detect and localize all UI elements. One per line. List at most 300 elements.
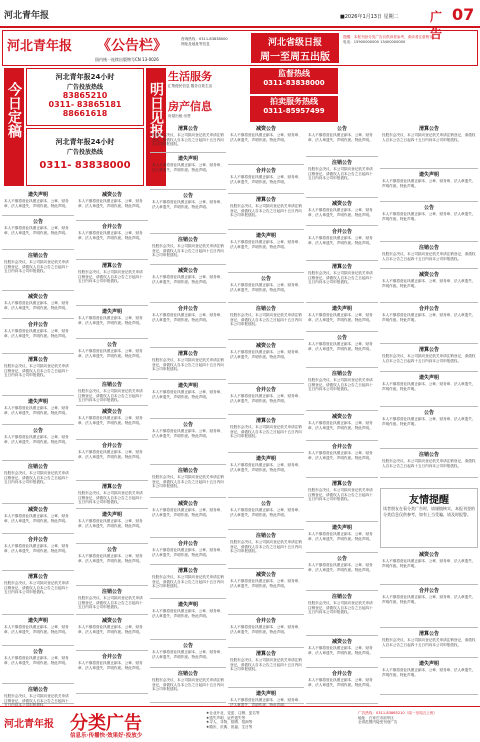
notice-block — [76, 307, 148, 339]
notice-text: 本人不慎将营业执照正副本、公章、财务章、法人章遗失，声明作废。特此声明。 — [152, 390, 224, 399]
notice-title: 合并公告 — [255, 387, 276, 393]
notice-text: 经股东会决议，本公司拟向登记机关申请注销登记，请债权人自本公告之日起四十五日内向本公司申报债权。 — [4, 364, 69, 378]
brand-title: 河北青年报 — [7, 39, 73, 54]
notice-title: 公告 — [32, 428, 43, 434]
ad-box-1 — [26, 68, 144, 126]
notice-title: 遗失声明 — [418, 661, 439, 667]
notice-text: 本人不慎将营业执照正副本、公章、财务章、法人章遗失，声明作废。特此声明。 — [382, 559, 476, 568]
notice-block — [150, 304, 226, 348]
notice-title: 减资公告 — [101, 192, 122, 198]
notice-text: 本人不慎将营业执照正副本、公章、财务章、法人章遗失，声明作废。特此声明。 — [230, 463, 302, 472]
notice-title: 遗失声明 — [177, 156, 198, 162]
notice-block — [76, 261, 148, 306]
bottom-item: ★寻人、寻物、招聘、招商等 — [206, 720, 253, 725]
notice-block — [150, 420, 226, 465]
notice-text: 本人不慎将营业执照正副本、公章、财务章、法人章遗失，声明作废。特此声明。 — [4, 301, 69, 310]
friendly-reminder-title: 友情提醒 — [409, 495, 449, 506]
notice-title: 遗失声明 — [101, 512, 122, 518]
notice-title: 减资公告 — [177, 501, 198, 507]
notice-title: 清算公告 — [418, 631, 439, 637]
notice-title: 减资公告 — [101, 409, 122, 415]
notice-title: 遗失声明 — [177, 383, 198, 389]
notice-text: 本人不慎将营业执照正副本、公章、财务章、法人章遗失，声明作废。特此声明。 — [230, 625, 302, 634]
notice-text: 本人不慎将营业执照正副本、公章、财务章、法人章遗失，声明作废。特此声明。 — [382, 382, 476, 391]
notice-text: 经股东会决议，本公司拟向登记机关申请注销登记，请债权人自本公告之日起四十五日内向本公司申报债权。 — [78, 596, 143, 610]
friendly-reminder — [380, 488, 478, 548]
notice-text: 本人不慎将营业执照正副本、公章、财务章、法人章遗失，声明作废。特此声明。 — [152, 548, 224, 557]
notice-block — [76, 222, 148, 260]
notice-text: 经股东会决议，本公司拟向登记机关申请注销登记，请债权人自本公告之日起四十五日内向本公司申报债权。 — [382, 354, 476, 363]
notice-text: 本人不慎将营业执照正副本、公章、财务章、法人章遗失，声明作废。特此声明。 — [382, 668, 476, 677]
notice-title: 公告 — [32, 649, 43, 655]
notice-text: 本人不慎将营业执照正副本、公章、财务章、法人章遗失，声明作废。特此声明。 — [152, 313, 224, 322]
notice-text: 经股东会决议，本公司拟向登记机关申请注销登记，请债权人自本公告之日起四十五日内向本公司申报债权。 — [152, 133, 224, 147]
notice-title: 遗失声明 — [255, 691, 276, 697]
notice-title: 遗失声明 — [418, 172, 439, 178]
notice-text: 本人不慎将营业执照正副本、公章、财务章、法人章遗失，声明作废。特此声明。 — [78, 231, 143, 240]
notice-block — [150, 191, 226, 234]
notice-block — [380, 373, 478, 407]
notice-text: 本人不慎将营业执照正副本、公章、财务章、法人章遗失，声明作废。特此声明。 — [78, 625, 143, 634]
auction-phone: 0311-85957499 — [263, 107, 325, 115]
notice-text: 本人不慎将营业执照正副本、公章、财务章、法人章遗失，声明作废。特此声明。 — [78, 661, 143, 670]
life-services-label: 生活服务 — [168, 70, 212, 83]
notice-text: 本人不慎将营业执照正副本、公章、财务章、法人章遗失，声明作废。特此声明。 — [230, 394, 302, 403]
notice-title: 公告 — [260, 276, 271, 282]
notice-block — [2, 190, 74, 216]
notice-title: 合并公告 — [331, 671, 352, 677]
notice-block — [2, 535, 74, 571]
notice-text: 本人不慎将营业执照正副本、公章、财务章、法人章遗失，声明作废。特此声明。 — [78, 199, 143, 208]
bottom-items — [206, 711, 356, 741]
notice-text: 本人不慎将营业执照正副本、公章、财务章、法人章遗失，声明作废。特此声明。 — [308, 532, 373, 541]
notice-title: 注销公告 — [331, 594, 352, 600]
notice-text: 本人不慎将营业执照正副本、公章、财务章、法人章遗失，声明作废。特此声明。 — [230, 240, 302, 249]
notice-title: 合并公告 — [27, 322, 48, 328]
notice-block — [380, 659, 478, 695]
notice-text: 本人不慎将营业执照正副本、公章、财务章、法人章遗失，声明作废。特此声明。 — [4, 329, 69, 338]
notice-title: 注销公告 — [255, 306, 276, 312]
notice-title: 注销公告 — [418, 452, 439, 458]
vertical-left-text: 今日定稿 — [6, 82, 22, 138]
notice-title: 合并公告 — [101, 443, 122, 449]
notice-text: 经股东会决议，本公司拟向登记机关申请注销登记，请债权人自本公告之日起四十五日内向本公司申报债权。 — [78, 270, 143, 284]
notice-text: 经股东会决议，本公司拟向登记机关申请注销登记，请债权人自本公告之日起四十五日内向本公司申报债权。 — [4, 471, 69, 485]
notice-text: 经股东会决议，本公司拟向登记机关申请注销登记，请债权人自本公告之日起四十五日内向本公司申报债权。 — [78, 491, 143, 505]
ad-box-1-sub: 广告投放热线 — [66, 84, 103, 91]
notice-title: 遗失声明 — [255, 456, 276, 462]
notice-block — [76, 510, 148, 544]
notice-block — [380, 345, 478, 372]
notice-block — [150, 266, 226, 303]
notice-block — [306, 199, 378, 226]
notice-title: 注销公告 — [177, 237, 198, 243]
notice-block — [380, 124, 478, 169]
notice-block — [380, 270, 478, 303]
notice-text: 本人不慎将营业执照正副本、公章、财务章、法人章遗失，声明作废。特此声明。 — [230, 283, 302, 292]
notice-text: 本人不慎将营业执照正副本、公章、财务章、法人章遗失，声明作废。特此声明。 — [78, 349, 143, 358]
notice-block — [306, 262, 378, 303]
notice-title: 遗失声明 — [27, 618, 48, 624]
info-line-1: 咨询热线：0311-83838000 — [181, 37, 228, 41]
notice-text: 本人不慎将营业执照正副本、公章、财务章、法人章遗失，声明作废。特此声明。 — [230, 508, 302, 517]
ad-box-1-phone-3: 88661618 — [62, 109, 108, 118]
notice-block — [228, 231, 304, 273]
notice-title: 注销公告 — [177, 468, 198, 474]
notice-text: 经股东会决议，本公司拟向登记机关申请注销登记，请债权人自本公告之日起四十五日内向本公司申报债权。 — [308, 601, 373, 615]
notice-title: 减资公告 — [418, 552, 439, 558]
notice-block — [228, 166, 304, 194]
notice-text: 经股东会决议，本公司拟向登记机关申请注销登记，请债权人自本公告之日起四十五日内向本公司申报债权。 — [152, 475, 224, 489]
notice-text: 本人不慎将营业执照正副本、公章、财务章、法人章遗失，声明作废。特此声明。 — [78, 519, 143, 528]
notice-text: 经股东会决议，本公司拟向登记机关申请注销登记，请债权人自本公告之日起四十五日内向本公司申报债权。 — [4, 694, 69, 708]
notice-block — [76, 616, 148, 651]
house-info — [168, 98, 248, 122]
notice-title: 清算公告 — [27, 574, 48, 580]
notice-block — [306, 369, 378, 411]
notice-text: 经股东会决议，本公司拟向登记机关申请注销登记，请债权人自本公告之日起四十五日内向本公司申报债权。 — [308, 488, 373, 502]
notice-title: 合并公告 — [177, 306, 198, 312]
notice-block — [150, 349, 226, 380]
notice-text: 本人不慎将营业执照正副本、公章、财务章、法人章遗失，声明作废。特此声明。 — [152, 429, 224, 438]
notice-block — [306, 304, 378, 332]
notice-block — [76, 407, 148, 440]
notice-text: 本人不慎将营业执照正副本、公章、财务章、法人章遗失，声明作废。特此声明。 — [152, 609, 224, 618]
notice-title: 清算公告 — [101, 484, 122, 490]
notice-text: 经股东会决议，本公司拟向登记机关申请注销登记，请债权人自本公告之日起四十五日内向本公司申报债权。 — [382, 252, 476, 261]
notice-block — [2, 320, 74, 354]
notice-title: 注销公告 — [255, 533, 276, 539]
top-notice-phones: 电话：15900000000 13400000000 — [343, 39, 406, 44]
bottom-item: ★婚庆、庆典、祝福、生日等 — [206, 724, 253, 729]
notice-title: 清算公告 — [418, 347, 439, 353]
notice-title: 公告 — [106, 547, 117, 553]
top-banner — [2, 30, 478, 66]
notice-title: 公告 — [106, 342, 117, 348]
notice-block — [150, 600, 226, 640]
hotline-box — [250, 68, 338, 94]
notice-text: 本人不慎将营业执照正副本、公章、财务章、法人章遗失，声明作废。特此声明。 — [308, 678, 373, 687]
ad-box-1-title: 河北青年报24小时 — [55, 73, 115, 81]
province-banner — [251, 33, 339, 63]
notice-title: 减资公告 — [255, 572, 276, 578]
notice-block — [228, 570, 304, 615]
sub-line: 国内统一连续出版物号CN 13-0026 — [95, 57, 159, 62]
notice-block — [228, 385, 304, 415]
notice-text: 经股东会决议，本公司拟向登记机关申请注销登记，请债权人自本公告之日起四十五日内向本公司申报债权。 — [152, 575, 224, 589]
banner-line-2: 周一至周五出版 — [260, 52, 330, 63]
notice-block — [150, 669, 226, 703]
top-notice — [343, 35, 475, 63]
notice-block — [228, 649, 304, 688]
notice-block — [150, 466, 226, 498]
notice-title: 清算公告 — [177, 126, 198, 132]
bottom-subtitle: 信息乐·传播快·效果好·投放少 — [70, 733, 143, 739]
info-line-2: 网址及地址等信息 — [181, 41, 210, 46]
notice-block — [76, 587, 148, 615]
notice-block — [380, 586, 478, 628]
notice-title: 注销公告 — [27, 464, 48, 470]
notice-text: 本人不慎将营业执照正副本、公章、财务章、法人章遗失，声明作废。特此声明。 — [382, 313, 476, 322]
notice-title: 遗失声明 — [331, 306, 352, 312]
notice-block — [306, 592, 378, 636]
notice-title: 公告 — [336, 126, 347, 132]
bottom-item: ★遗失声明、证件遗失等 — [206, 715, 246, 720]
notice-title: 清算公告 — [331, 481, 352, 487]
notice-text: 本人不慎将营业执照正副本、公章、财务章、法人章遗失，声明作废。特此声明。 — [78, 416, 143, 425]
notice-block — [306, 227, 378, 261]
bottom-hotline: 广告热线：0311-83865210（周一至周五上班） — [358, 711, 438, 715]
hotline-phone: 0311-83838000 — [263, 79, 325, 87]
notice-title: 减资公告 — [255, 126, 276, 132]
notice-block — [306, 124, 378, 157]
notice-title: 合并公告 — [101, 654, 122, 660]
notice-block — [2, 685, 74, 708]
notice-title: 合并公告 — [27, 537, 48, 543]
notice-title: 公告 — [336, 556, 347, 562]
masthead-date: ■2026年1月13日 星期二 — [340, 14, 399, 20]
notice-title: 合并公告 — [331, 444, 352, 450]
bottom-logo: 河北青年报 — [4, 719, 54, 730]
notice-title: 清算公告 — [101, 263, 122, 269]
notice-block — [2, 426, 74, 461]
notice-title: 减资公告 — [331, 201, 352, 207]
notice-text: 本人不慎将营业执照正副本、公章、财务章、法人章遗失，声明作废。特此声明。 — [230, 175, 302, 184]
notice-title: 遗失声明 — [27, 399, 48, 405]
notice-block — [306, 333, 378, 368]
notice-title: 遗失声明 — [331, 525, 352, 531]
notice-text: 经股东会决议，本公司拟向登记机关申请注销登记，请债权人自本公告之日起四十五日内向本公司申报债权。 — [152, 678, 224, 692]
notice-block — [150, 235, 226, 265]
notice-block — [2, 397, 74, 425]
notice-block — [76, 652, 148, 694]
life-services — [168, 68, 248, 98]
notice-block — [2, 616, 74, 646]
house-info-label: 房产信息 — [168, 100, 212, 113]
notice-title: 公告 — [32, 219, 43, 225]
notice-block — [2, 505, 74, 534]
notice-block — [380, 408, 478, 449]
notice-text: 本人不慎将营业执照正副本、公章、财务章、法人章遗失，声明作废。特此声明。 — [152, 163, 224, 172]
notice-block — [150, 154, 226, 190]
notice-title: 注销公告 — [331, 371, 352, 377]
notice-title: 清算公告 — [177, 351, 198, 357]
notice-title: 减资公告 — [101, 618, 122, 624]
top-notice-text: 提醒：本报刊登分类广告仅供读者参考，请读者注意核实。 — [343, 35, 437, 39]
notice-title: 减资公告 — [418, 272, 439, 278]
notice-text: 本人不慎将营业执照正副本、公章、财务章、法人章遗失，声明作废。特此声明。 — [78, 554, 143, 563]
notice-block — [76, 340, 148, 379]
notice-text: 本人不慎将营业执照正副本、公章、财务章、法人章遗失，声明作废。特此声明。 — [382, 279, 476, 288]
notice-text: 经股东会决议，本公司拟向登记机关申请注销登记，请债权人自本公告之日起四十五日内向本公司申报债权。 — [152, 244, 224, 258]
notice-text: 本人不慎将营业执照正副本、公章、财务章、法人章遗失，声明作废。特此声明。 — [152, 275, 224, 284]
notice-block — [380, 203, 478, 242]
notice-title: 公告 — [182, 193, 193, 199]
notice-text: 本人不慎将营业执照正副本、公章、财务章、法人章遗失，声明作废。特此声明。 — [4, 514, 69, 523]
notice-block — [228, 689, 304, 707]
house-info-sub: 房屋出租·出售 — [168, 114, 191, 118]
bottom-banner — [0, 706, 480, 742]
notice-text: 本人不慎将营业执照正副本、公章、财务章、法人章遗失，声明作废。特此声明。 — [230, 133, 302, 142]
notice-block — [380, 243, 478, 269]
life-services-sub: 汇集便民信息 服务百姓生活 — [168, 84, 213, 88]
notice-title: 公告 — [182, 643, 193, 649]
notice-title: 减资公告 — [331, 414, 352, 420]
notice-block — [76, 482, 148, 509]
notice-text: 本人不慎将营业执照正副本、公章、财务章、法人章遗失，声明作废。特此声明。 — [4, 625, 69, 634]
notice-block — [380, 629, 478, 658]
notice-text: 经股东会决议，本公司拟向登记机关申请注销登记，请债权人自本公告之日起四十五日内向本公司申报债权。 — [230, 540, 302, 554]
notice-text: 本人不慎将营业执照正副本、公章、财务章、法人章遗失，声明作废。特此声明。 — [308, 451, 373, 460]
notice-text: 本人不慎将营业执照正副本、公章、财务章、法人章遗失，声明作废。特此声明。 — [78, 316, 143, 325]
notice-title: 减资公告 — [27, 294, 48, 300]
notice-block — [306, 158, 378, 198]
notice-block — [228, 616, 304, 648]
notice-title: 合并公告 — [177, 541, 198, 547]
notice-title: 合并公告 — [255, 168, 276, 174]
notice-text: 经股东会决议，本公司拟向登记机关申请注销登记，请债权人自本公告之日起四十五日内向本公司申报债权。 — [382, 133, 476, 142]
notice-block — [306, 554, 378, 591]
notice-text: 本人不慎将营业执照正副本、公章、财务章、法人章遗失，声明作废。特此声明。 — [78, 450, 143, 459]
bottom-tagline: 分类广告 — [70, 713, 142, 734]
notice-title: 遗失声明 — [177, 602, 198, 608]
notice-block — [306, 523, 378, 553]
notice-block — [380, 170, 478, 202]
notice-title: 公告 — [182, 422, 193, 428]
notice-block — [380, 304, 478, 344]
ad-box-2-phone: 0311- 83838000 — [39, 160, 131, 171]
notice-text: 经股东会决议，本公司拟向登记机关申请注销登记，请债权人自本公告之日起四十五日内向本公司申报债权。 — [230, 313, 302, 327]
notice-text: 本人不慎将营业执照正副本、公章、财务章、法人章遗失，声明作废。特此声明。 — [4, 199, 69, 208]
notice-text: 经股东会决议，本公司拟向登记机关申请注销登记，请债权人自本公告之日起四十五日内向本公司申报债权。 — [230, 658, 302, 672]
notice-block — [228, 499, 304, 530]
notice-title: 注销公告 — [418, 245, 439, 251]
notice-title: 注销公告 — [331, 160, 352, 166]
ad-box-1-phone-2: 0311- 83865181 — [48, 100, 122, 109]
notice-title: 遗失声明 — [101, 309, 122, 315]
notice-title: 清算公告 — [27, 357, 48, 363]
notice-block — [228, 274, 304, 303]
notice-block — [2, 292, 74, 319]
notice-text: 经股东会决议，本公司拟向登记机关申请注销登记，请债权人自本公告之日起四十五日内向本公司申报债权。 — [4, 581, 69, 595]
notice-title: 公告 — [423, 410, 434, 416]
notice-text: 本人不慎将营业执照正副本、公章、财务章、法人章遗失，声明作废。特此声明。 — [308, 208, 373, 217]
ad-box-1-phone-1: 83865210 — [62, 91, 108, 100]
notice-block — [76, 545, 148, 586]
notice-title: 减资公告 — [255, 343, 276, 349]
notice-block — [228, 124, 304, 165]
masthead-page-number: 07 — [452, 5, 475, 24]
notice-text: 本人不慎将营业执照正副本、公章、财务章、法人章遗失，声明作废。特此声明。 — [308, 421, 373, 430]
notice-text: 经股东会决议，本公司拟向登记机关申请注销登记，请债权人自本公告之日起四十五日内向本公司申报债权。 — [308, 167, 373, 181]
friendly-reminder-text: 读者朋友在看分类广告时，请谨慎核实，本报刊登的分类信息仅供参考，如有上当受骗，请及时报警。 — [383, 506, 475, 517]
notice-block — [228, 531, 304, 569]
notice-text: 经股东会决议，本公司拟向登记机关申请注销登记，请债权人自本公告之日起四十五日内向本公司申报债权。 — [308, 378, 373, 392]
notice-block — [2, 647, 74, 684]
bottom-address-2: 全省范围内接受刊登广告 — [358, 720, 398, 725]
notice-text: 本人不慎将营业执照正副本、公章、财务章、法人章遗失，声明作废。特此声明。 — [308, 133, 373, 142]
notice-text: 经股东会决议，本公司拟向登记机关申请注销登记，请债权人自本公告之日起四十五日内向本公司申报债权。 — [308, 271, 373, 285]
notice-text: 本人不慎将营业执照正副本、公章、财务章、法人章遗失，声明作废。特此声明。 — [4, 544, 69, 553]
notice-title: 清算公告 — [418, 126, 439, 132]
notice-title: 合并公告 — [101, 224, 122, 230]
ad-box-2 — [26, 128, 144, 186]
notice-title: 清算公告 — [331, 264, 352, 270]
notice-title: 合并公告 — [418, 588, 439, 594]
notice-text: 经股东会决议，本公司拟向登记机关申请注销登记，请债权人自本公告之日起四十五日内向本公司申报债权。 — [382, 638, 476, 647]
notice-text: 本人不慎将营业执照正副本、公章、财务章、法人章遗失，声明作废。特此声明。 — [382, 179, 476, 188]
auction-label: 拍卖服务热线 — [270, 97, 318, 106]
notice-block — [150, 539, 226, 565]
notice-text: 本人不慎将营业执照正副本、公章、财务章、法人章遗失，声明作废。特此声明。 — [152, 200, 224, 209]
notice-text: 本人不慎将营业执照正副本、公章、财务章、法人章遗失，声明作废。特此声明。 — [382, 212, 476, 221]
notice-block — [380, 450, 478, 478]
notice-text: 本人不慎将营业执照正副本、公章、财务章、法人章遗失，声明作废。特此声明。 — [382, 417, 476, 426]
notice-title: 清算公告 — [255, 197, 276, 203]
notice-title: 清算公告 — [255, 418, 276, 424]
notice-title: 遗失声明 — [255, 233, 276, 239]
slogan: 《公告栏》 — [97, 38, 167, 54]
notice-block — [76, 441, 148, 481]
banner-line-1: 河北省级日报 — [267, 38, 322, 48]
notice-block — [150, 124, 226, 153]
notice-block — [2, 251, 74, 291]
notice-block — [150, 381, 226, 419]
notice-title: 注销公告 — [101, 589, 122, 595]
notice-text: 本人不慎将营业执照正副本、公章、财务章、法人章遗失，声明作废。特此声明。 — [4, 435, 69, 444]
notice-title: 合并公告 — [255, 618, 276, 624]
notice-block — [150, 566, 226, 599]
notice-text: 经股东会决议，本公司拟向登记机关申请注销登记，请债权人自本公告之日起四十五日内向本公司申报债权。 — [78, 389, 143, 403]
notice-title: 合并公告 — [418, 306, 439, 312]
notice-title: 清算公告 — [255, 651, 276, 657]
notice-block — [306, 412, 378, 441]
notice-block — [306, 637, 378, 668]
masthead-logo: 河北青年报 — [4, 11, 50, 21]
bottom-address: 地址：石家庄市裕华区 — [358, 715, 394, 720]
notice-block — [306, 479, 378, 522]
notice-block — [228, 304, 304, 340]
notice-text: 本人不慎将营业执照正副本、公章、财务章、法人章遗失，声明作废。特此声明。 — [308, 236, 373, 245]
notice-title: 公告 — [260, 501, 271, 507]
notice-title: 遗失声明 — [27, 192, 48, 198]
notice-text: 本人不慎将营业执照正副本、公章、财务章、法人章遗失，声明作废。特此声明。 — [230, 579, 302, 588]
notice-text: 本人不慎将营业执照正副本、公章、财务章、法人章遗失，声明作废。特此声明。 — [382, 595, 476, 604]
notice-block — [76, 190, 148, 221]
notice-block — [2, 217, 74, 250]
notice-title: 减资公告 — [177, 268, 198, 274]
notice-title: 减资公告 — [331, 639, 352, 645]
auction-box — [250, 96, 338, 122]
notice-title: 注销公告 — [101, 382, 122, 388]
masthead-section: 广告 — [430, 10, 443, 41]
notice-text: 本人不慎将营业执照正副本、公章、财务章、法人章遗失，声明作废。特此声明。 — [308, 342, 373, 351]
notice-block — [150, 641, 226, 668]
notice-text: 经股东会决议，本公司拟向登记机关申请注销登记，请债权人自本公告之日起四十五日内向本公司申报债权。 — [382, 459, 476, 468]
notice-title: 公告 — [336, 335, 347, 341]
notice-block — [2, 355, 74, 396]
notice-text: 经股东会决议，本公司拟向登记机关申请注销登记，请债权人自本公告之日起四十五日内向本公司申报债权。 — [152, 358, 224, 372]
notice-text: 本人不慎将营业执照正副本、公章、财务章、法人章遗失，声明作废。特此声明。 — [230, 698, 302, 707]
notice-block — [228, 416, 304, 453]
bottom-item: ★企业开业、变更、注销、更名等 — [206, 711, 260, 715]
notice-title: 公告 — [423, 205, 434, 211]
notice-title: 清算公告 — [177, 568, 198, 574]
notice-title: 合并公告 — [331, 229, 352, 235]
notice-text: 经股东会决议，本公司拟向登记机关申请注销登记，请债权人自本公告之日起四十五日内向本公司申报债权。 — [230, 425, 302, 439]
notice-block — [306, 669, 378, 704]
ad-box-2-title: 河北青年报24小时 — [55, 138, 115, 146]
